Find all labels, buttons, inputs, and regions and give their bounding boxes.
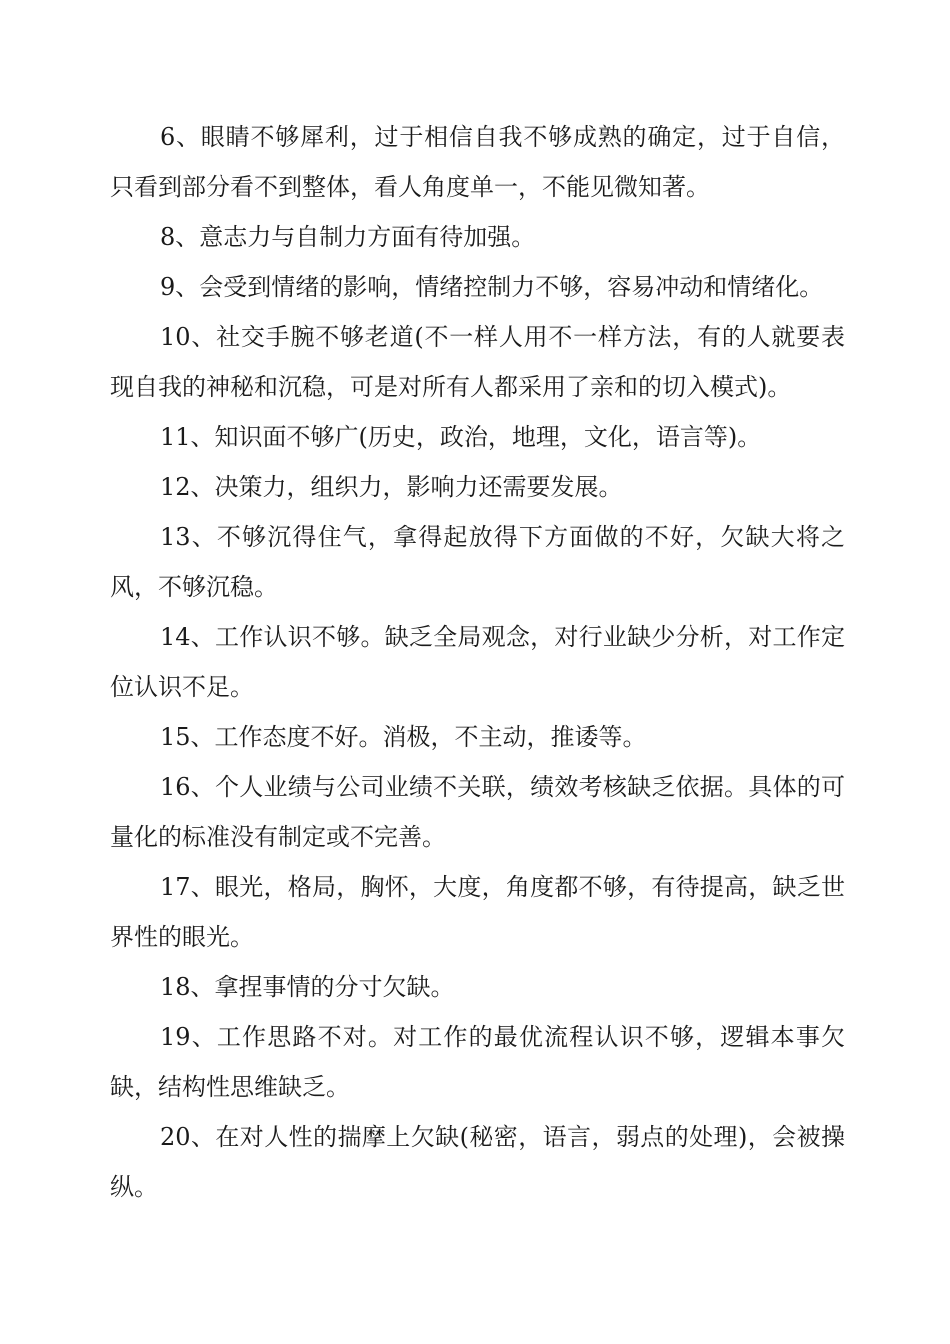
paragraph-item-9: 9、会受到情绪的影响，情绪控制力不够，容易冲动和情绪化。 xyxy=(160,273,824,301)
paragraph-item-14: 14、工作认识不够。缺乏全局观念，对行业缺少分析，对工作定位认识不足。 xyxy=(110,623,845,701)
paragraph-item-18: 18、拿捏事情的分寸欠缺。 xyxy=(160,973,455,1001)
document-body xyxy=(110,112,845,1212)
paragraph-item-16: 16、个人业绩与公司业绩不关联，绩效考核缺乏依据。具体的可量化的标准没有制定或不完善。 xyxy=(110,773,845,851)
paragraph-item-13: 13、不够沉得住气，拿得起放得下方面做的不好，欠缺大将之风，不够沉稳。 xyxy=(110,523,845,601)
paragraph-item-17: 17、眼光，格局，胸怀，大度，角度都不够，有待提高，缺乏世界性的眼光。 xyxy=(110,873,845,951)
paragraph-item-8: 8、意志力与自制力方面有待加强。 xyxy=(160,223,536,251)
paragraph-item-11: 11、知识面不够广(历史，政治，地理，文化，语言等)。 xyxy=(160,423,762,451)
paragraph-item-12: 12、决策力，组织力，影响力还需要发展。 xyxy=(160,473,623,501)
paragraph-item-10: 10、社交手腕不够老道(不一样人用不一样方法，有的人就要表现自我的神秘和沉稳，可是对所有人都采用了亲和的切入模式)。 xyxy=(110,323,845,401)
paragraph-item-19: 19、工作思路不对。对工作的最优流程认识不够，逻辑本事欠缺，结构性思维缺乏。 xyxy=(110,1023,845,1101)
paragraph-item-15: 15、工作态度不好。消极，不主动，推诿等。 xyxy=(160,723,647,751)
paragraph-item-6: 6、眼睛不够犀利，过于相信自我不够成熟的确定，过于自信，只看到部分看不到整体，看人角度单一，不能见微知著。 xyxy=(110,123,845,201)
paragraph-item-20: 20、在对人性的揣摩上欠缺(秘密，语言，弱点的处理)，会被操纵。 xyxy=(110,1123,845,1201)
